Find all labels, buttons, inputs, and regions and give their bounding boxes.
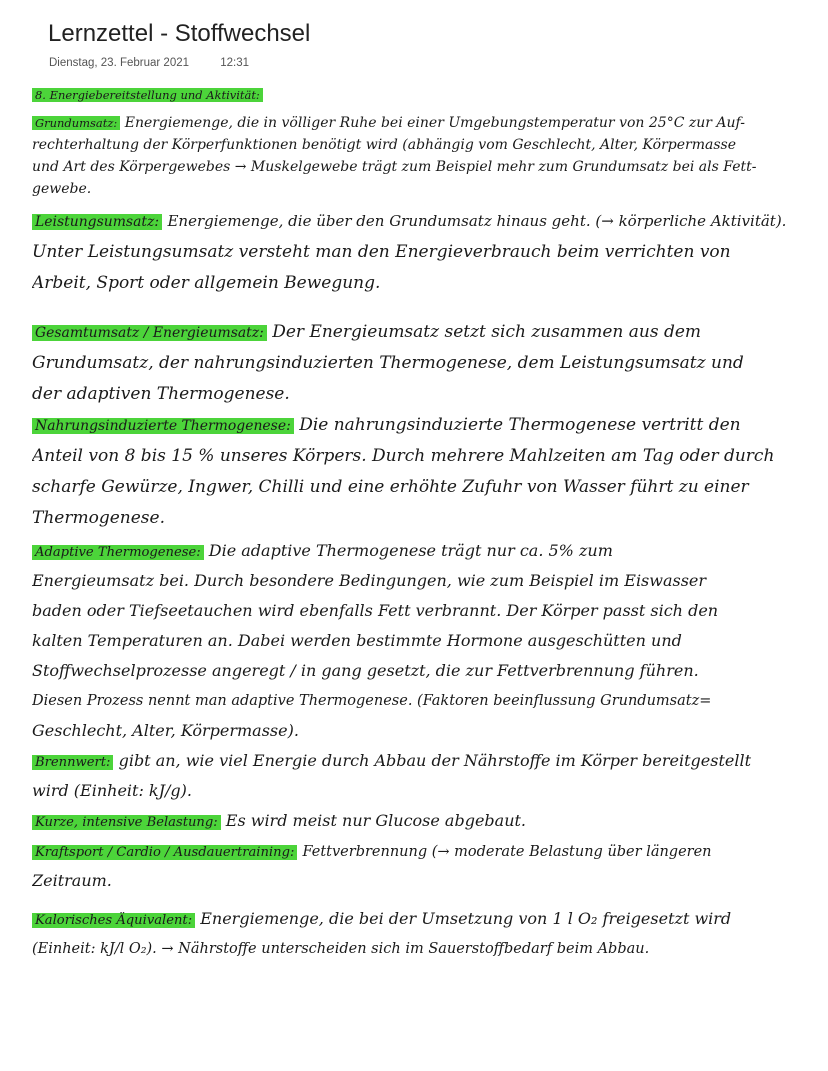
text-segment: Energiemenge, die bei der Umsetzung von 1 l O₂ freigesetzt wird xyxy=(200,909,732,928)
gesamtumsatz-block xyxy=(32,317,812,410)
term-kalorisches-aequivalent: Kalorisches Äquivalent: xyxy=(32,913,195,928)
term-kraftsport-cardio-ausdauertraining: Kraftsport / Cardio / Ausdauertraining: xyxy=(32,845,297,860)
term-brennwert: Brennwert: xyxy=(32,755,113,770)
adaptiv-block xyxy=(32,536,812,746)
section-heading-line xyxy=(32,84,812,106)
page-date: Dienstag, 23. Februar 2021 xyxy=(49,57,190,69)
term-nahrungsinduzierte-thermogenese: Nahrungsinduzierte Thermogenese: xyxy=(32,418,294,434)
text-line xyxy=(32,746,812,776)
text-line: gewebe. xyxy=(32,181,92,197)
text-line: Geschlecht, Alter, Körpermasse). xyxy=(32,721,299,740)
text-segment: Der Energieumsatz setzt sich zusammen aus dem xyxy=(272,322,702,342)
page-time: 12:31 xyxy=(220,57,249,69)
text-segment: gibt an, wie viel Energie durch Abbau der Nährstoffe im Körper bereitgestellt xyxy=(118,751,752,770)
text-line xyxy=(32,410,812,441)
text-line: scharfe Gewürze, Ingwer, Chilli und eine erhöhte Zufuhr von Wasser führt zu einer xyxy=(32,477,749,497)
text-segment: Energiemenge, die über den Grundumsatz hinaus geht. (→ körperliche Aktivität). xyxy=(167,212,787,230)
nahrungsinduziert-block xyxy=(32,410,812,534)
text-line xyxy=(32,904,812,934)
term-kurze-intensive-belastung: Kurze, intensive Belastung: xyxy=(32,815,221,830)
kraftsport-block xyxy=(32,836,812,896)
text-line: Zeitraum. xyxy=(32,871,112,890)
text-segment: Die adaptive Thermogenese trägt nur ca. 5% zum xyxy=(208,541,613,560)
text-line xyxy=(32,206,812,237)
text-line: Grundumsatz, der nahrungsinduzierten Thermogenese, dem Leistungsumsatz und xyxy=(32,353,744,373)
grundumsatz-block xyxy=(32,112,812,200)
text-segment: Die nahrungsinduzierte Thermogenese vertritt den xyxy=(299,415,741,435)
text-line: Diesen Prozess nennt man adaptive Thermogenese. (Faktoren beeinflussung Grundumsatz= xyxy=(32,693,712,709)
leistungsumsatz-block xyxy=(32,206,812,299)
text-line: Energieumsatz bei. Durch besondere Bedingungen, wie zum Beispiel im Eiswasser xyxy=(32,571,707,590)
term-leistungsumsatz: Leistungsumsatz: xyxy=(32,214,162,230)
page-title: Lernzettel - Stoffwechsel xyxy=(48,20,311,47)
text-line: Thermogenese. xyxy=(32,508,165,528)
section-heading: 8. Energiebereitstellung und Aktivität: xyxy=(32,88,263,102)
term-adaptive-thermogenese: Adaptive Thermogenese: xyxy=(32,545,204,560)
text-line: Stoffwechselprozesse angeregt / in gang gesetzt, die zur Fettverbrennung führen. xyxy=(32,661,699,680)
handwritten-notes xyxy=(32,84,812,964)
term-gesamtumsatz: Gesamtumsatz / Energieumsatz: xyxy=(32,325,267,341)
brennwert-block xyxy=(32,746,812,806)
text-line: kalten Temperaturen an. Dabei werden bestimmte Hormone ausgeschütten und xyxy=(32,631,682,650)
page-timestamp xyxy=(49,57,249,69)
text-line xyxy=(32,806,812,836)
text-line xyxy=(32,112,812,134)
text-segment: Energiemenge, die in völliger Ruhe bei einer Umgebungstemperatur von 25°C zur Auf- xyxy=(124,115,745,131)
text-line xyxy=(32,317,812,348)
kalorisches-aequivalent-block xyxy=(32,904,812,964)
text-line: Anteil von 8 bis 15 % unseres Körpers. Durch mehrere Mahlzeiten am Tag oder durch xyxy=(32,446,775,466)
text-segment: Es wird meist nur Glucose abgebaut. xyxy=(225,811,527,830)
text-line: Arbeit, Sport oder allgemein Bewegung. xyxy=(32,273,381,293)
term-grundumsatz: Grundumsatz: xyxy=(32,116,120,130)
text-line: der adaptiven Thermogenese. xyxy=(32,384,290,404)
text-line: und Art des Körpergewebes → Muskelgewebe trägt zum Beispiel mehr zum Grundumsatz bei als Fett- xyxy=(32,159,757,175)
text-line: Unter Leistungsumsatz versteht man den Energieverbrauch beim verrichten von xyxy=(32,242,731,262)
text-line: rechterhaltung der Körperfunktionen benötigt wird (abhängig vom Geschlecht, Alter, Körpermasse xyxy=(32,137,736,153)
kurze-belastung-block xyxy=(32,806,812,836)
text-line: baden oder Tiefseetauchen wird ebenfalls Fett verbrannt. Der Körper passt sich den xyxy=(32,601,719,620)
text-segment: Fettverbrennung (→ moderate Belastung über längeren xyxy=(302,844,712,860)
text-line: (Einheit: kJ/l O₂). → Nährstoffe unterscheiden sich im Sauerstoffbedarf beim Abbau. xyxy=(32,941,650,957)
text-line xyxy=(32,836,812,866)
text-line xyxy=(32,536,812,566)
text-line: wird (Einheit: kJ/g). xyxy=(32,781,192,800)
